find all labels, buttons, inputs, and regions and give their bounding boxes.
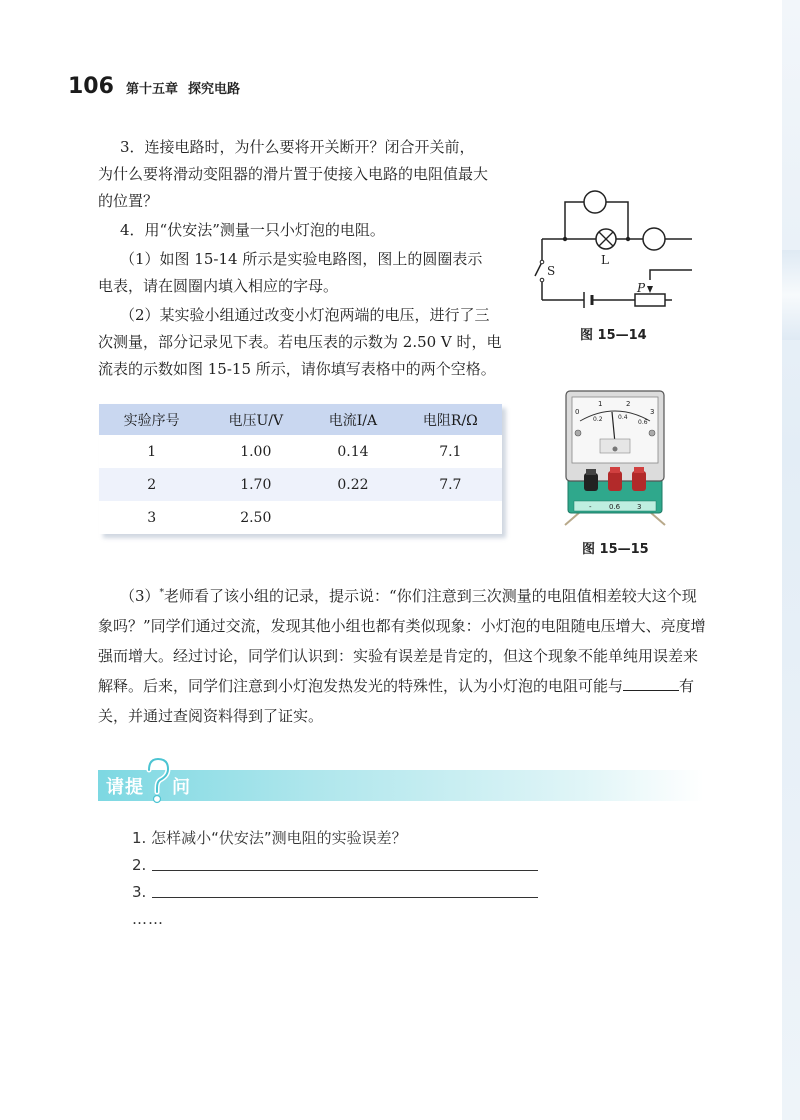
switch-blade	[535, 262, 542, 276]
table-row	[99, 435, 502, 468]
terminal-label-3: 3	[637, 503, 642, 511]
circuit-diagram	[520, 182, 700, 317]
lamp-icon	[596, 229, 616, 249]
q4-title: 4．用“伏安法”测量一只小灯泡的电阻。	[120, 221, 385, 239]
terminal-label-06: 0.6	[609, 503, 621, 511]
page-edge-strip	[782, 0, 800, 1120]
figure-15-15-caption: 图 15—15	[582, 542, 649, 557]
cell-resistance: 7.1	[439, 443, 462, 460]
q4-part3-label: （3）	[120, 587, 160, 605]
list-item	[132, 905, 538, 932]
question-1: 1. 怎样减小“伏安法”测电阻的实验误差？	[132, 829, 407, 847]
scale-top-0: 0	[575, 408, 580, 416]
scale-top-3: 3	[650, 408, 655, 416]
cell-current: 0.14	[337, 443, 369, 460]
ammeter-illustration	[560, 387, 670, 527]
answer-blank[interactable]	[623, 674, 679, 691]
label-slider: P	[637, 281, 646, 295]
label-switch: S	[547, 264, 556, 278]
cell-voltage: 1.00	[240, 443, 272, 460]
cell-voltage: 1.70	[204, 468, 307, 501]
question-3-number: 3.	[132, 882, 147, 901]
page-header	[68, 74, 240, 99]
list-item	[132, 851, 538, 878]
cell-resistance: 7.7	[399, 468, 502, 501]
cell-trial: 3	[147, 509, 157, 526]
table-row	[99, 501, 502, 534]
scale-bottom-1: 0.4	[618, 414, 628, 421]
scale-bottom-0: 0.2	[593, 416, 603, 423]
ask-question-list	[132, 824, 538, 932]
question-2-number: 2.	[132, 855, 147, 874]
slider-arrow-icon	[647, 286, 653, 293]
q4-part3-star: *	[159, 588, 165, 598]
terminal-negative	[584, 469, 598, 491]
header-current: 电流I/A	[307, 404, 398, 435]
table-header-row	[99, 404, 502, 435]
scale-top-2: 2	[626, 400, 631, 408]
cell-trial: 1	[147, 443, 157, 460]
cell-resistance-blank	[399, 501, 502, 534]
banner-title-part2: 问	[172, 777, 190, 798]
measurement-table	[99, 404, 502, 534]
chapter-number: 第十五章	[125, 82, 178, 97]
table-row	[99, 468, 502, 501]
battery-icon	[584, 292, 592, 308]
meter-circle-voltage	[584, 191, 606, 213]
q3-line-1: 3．连接电路时，为什么要将开关断开？闭合开关前，	[120, 138, 475, 156]
q4-part2-line3: 流表的示数如图 15-15 所示，请你填写表格中的两个空格。	[98, 360, 496, 378]
header-trial-no: 实验序号	[99, 404, 204, 435]
q4-part3-paragraph	[98, 578, 708, 731]
q4-part3-text: 老师看了该小组的记录，提示说：“你们注意到三次测量的电阻值相差较大这个现象吗？”同学们通过交流，发现其他小组也都有类似现象：小灯泡的电阻随电压增大、亮度增强而增大。经过讨论，同学们认识到：实验有误差是肯定的，但这个现象不能单纯用误差来解释。后来，同学们注意到小灯泡发热发光的特殊性，认为小灯泡的电阻可能与	[98, 587, 706, 695]
page-edge-sheen	[782, 250, 800, 340]
meter-branch-wire-left	[565, 202, 584, 239]
terminal-0.6	[608, 467, 622, 491]
list-item	[132, 824, 538, 851]
meter-circle-current	[643, 228, 665, 250]
chapter-heading	[126, 78, 240, 97]
list-item	[132, 878, 538, 905]
rheostat-icon	[635, 294, 665, 306]
ask-question-banner	[98, 770, 704, 801]
chapter-title: 探究电路	[187, 82, 240, 97]
label-lamp: L	[601, 253, 609, 267]
q4-part3-text-end: 有关，并通过查阅资料得到了证实。	[98, 677, 695, 725]
q3-line-3: 的位置？	[98, 192, 159, 210]
q4-part1-line2: 电表，请在圆圈内填入相应的字母。	[98, 277, 339, 295]
figure-15-14-caption: 图 15—14	[580, 328, 647, 343]
page-number: 106	[68, 74, 114, 99]
question-2-blank[interactable]	[152, 858, 538, 871]
header-voltage: 电压U/V	[204, 404, 307, 435]
q4-part2-line1: （2）某实验小组通过改变小灯泡两端的电压，进行了三	[120, 306, 490, 324]
more-ellipsis: ……	[132, 909, 164, 928]
terminal-3	[632, 467, 646, 491]
q4-part1-line1: （1）如图 15-14 所示是实验电路图，图上的圆圈表示	[120, 250, 483, 268]
q3-line-2: 为什么要将滑动变阻器的滑片置于使接入电路的电阻值最大	[98, 165, 489, 183]
cell-current: 0.22	[307, 468, 398, 501]
q4-part2-line2: 次测量，部分记录见下表。若电压表的示数为 2.50 V 时，电	[98, 333, 502, 351]
question-mark-icon	[143, 756, 173, 806]
scale-top-1: 1	[598, 400, 603, 408]
cell-current-blank	[307, 501, 398, 534]
question-3-blank[interactable]	[152, 885, 538, 898]
terminal-label-neg: -	[589, 503, 592, 511]
cell-trial: 2	[99, 468, 204, 501]
cell-voltage: 2.50	[240, 509, 272, 526]
header-resistance: 电阻R/Ω	[399, 404, 502, 435]
scale-bottom-2: 0.6	[638, 419, 648, 426]
banner-title-part1: 请提	[106, 777, 144, 798]
